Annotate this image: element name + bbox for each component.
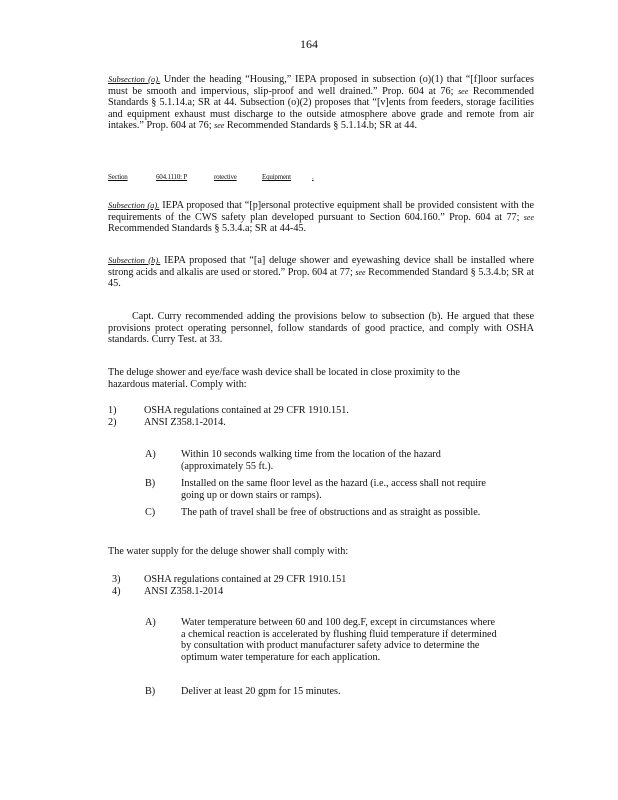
- subsection-label: Subsection (a).: [108, 200, 160, 210]
- heading-part: .: [312, 173, 314, 181]
- paragraph-text: Recommended Standard § 5.3.4.b; SR at 45.: [108, 266, 535, 290]
- list-item-text: OSHA regulations contained at 29 CFR 1910.151: [144, 574, 347, 585]
- paragraph-text: IEPA proposed that “[p]ersonal protective equipment shall be provided consistent with the requirements of the CWS safety plan developed pursuant to Section 604.160.” Prop. 604 at 77;: [108, 200, 534, 223]
- see-signal: see: [214, 121, 225, 131]
- sub-list-1: [145, 449, 505, 539]
- sub-list-letter: A): [145, 449, 156, 460]
- list-number: 2): [108, 417, 117, 428]
- list-item-text: OSHA regulations contained at 29 CFR 1910.151.: [144, 405, 349, 416]
- paragraph-text: Recommended Standards § 5.1.14.a; SR at 44. Subsection (o)(2) proposes that “[v]ents from feeders, storage facilities and equipment exhaust must discharge to the outside atmosphere above grade and remote from air intakes.” Prop. 604 at 76;: [108, 85, 535, 132]
- list-2: [112, 574, 542, 598]
- sub-list-letter: A): [145, 617, 156, 628]
- paragraph-text: IEPA proposed that “[a] deluge shower and eyewashing device shall be installed where strong acids and alkalis are used or stored.” Prop. 604 at 77;: [108, 255, 534, 278]
- sub-list-2: [145, 617, 505, 707]
- sub-list-text: Deliver at least 20 gpm for 15 minutes.: [181, 686, 341, 697]
- list-number: 4): [112, 586, 121, 597]
- sub-list-text: Within 10 seconds walking time from the location of the hazard (approximately 55 ft.).: [181, 449, 441, 472]
- section-heading: [108, 173, 314, 181]
- paragraph-curry: Capt. Curry recommended adding the provisions below to subsection (b). He argued that these provisions protect operating personnel, follow standards of good practice, and comply with OSHA standards. Curry Test. at 33.: [108, 311, 534, 346]
- subsection-label: Subsection (b).: [108, 255, 161, 265]
- sub-list-letter: C): [145, 507, 156, 518]
- sub-list-letter: B): [145, 478, 156, 489]
- see-signal: see: [458, 86, 469, 96]
- paragraph-text: Recommended Standards § 5.3.4.a; SR at 44-45.: [108, 223, 307, 235]
- list-number: 3): [112, 574, 121, 585]
- paragraph-subsection-b: [108, 255, 534, 290]
- heading-part: rotective: [214, 173, 237, 181]
- subsection-label: Subsection (o).: [108, 74, 161, 84]
- list-item-text: ANSI Z358.1-2014: [144, 586, 224, 597]
- list-1: [108, 405, 538, 429]
- quote-intro: The deluge shower and eye/face wash device shall be located in close proximity to the hazardous material. Comply with:: [108, 367, 460, 390]
- sub-list-text: The path of travel shall be free of obstructions and as straight as possible.: [181, 507, 481, 518]
- paragraph-subsection-o: [108, 74, 534, 132]
- quote-water-supply: The water supply for the deluge shower shall comply with:: [108, 546, 349, 557]
- list-number: 1): [108, 405, 117, 416]
- see-signal: see: [355, 267, 366, 277]
- paragraph-text: Recommended Standards § 5.1.14.b; SR at 44.: [226, 120, 418, 132]
- heading-part: 604.1110: P: [156, 173, 188, 181]
- sub-list-text: Water temperature between 60 and 100 deg.F, except in circumstances where a chemical reaction is accelerated by flushing fluid temperature if determined by consultation with product manufacturer safety advice to determine the optimum water temperature for each application.: [181, 617, 497, 663]
- page-number: 164: [300, 37, 318, 51]
- sub-list-text: Installed on the same floor level as the hazard (i.e., access shall not require going up or down stairs or ramps).: [181, 478, 486, 501]
- sub-list-letter: B): [145, 686, 156, 697]
- heading-part: Section: [108, 173, 128, 181]
- heading-part: Equipment: [262, 173, 291, 181]
- paragraph-text: Under the heading “Housing,” IEPA proposed in subsection (o)(1) that “[f]loor surfaces must be smooth and impervious, slip-proof and well drained.” Prop. 604 at 76;: [108, 74, 534, 97]
- see-signal: see: [523, 212, 534, 222]
- list-item-text: ANSI Z358.1-2014.: [144, 417, 226, 428]
- paragraph-subsection-a: [108, 200, 534, 235]
